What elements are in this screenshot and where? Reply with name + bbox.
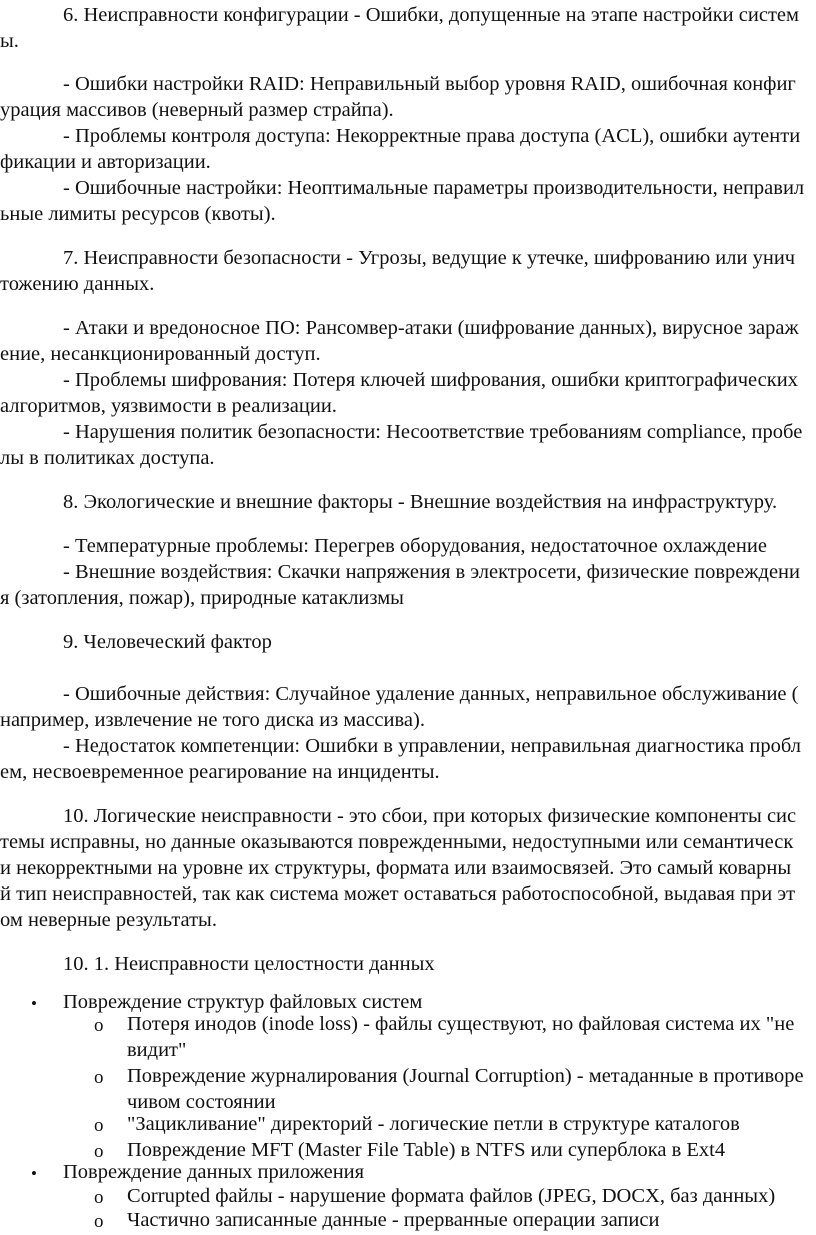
section-7-heading-cont: тожению данных. — [0, 273, 155, 295]
competence-cont: ем, несвоевременное реагирование на инциденты. — [0, 761, 440, 783]
raid-errors-cont: урация массивов (неверный размер страйпа). — [0, 99, 394, 121]
section-6-heading-cont: ы. — [0, 30, 19, 52]
settings-errors-cont: ьные лимиты ресурсов (квоты). — [0, 203, 276, 225]
external-line: - Внешние воздействия: Скачки напряжения в электросети, физические повреждени — [63, 561, 800, 583]
attacks-cont: ение, несанкционированный доступ. — [0, 343, 321, 365]
sub-bullet-item: "Зацикливание" директорий - логические петли в структуре каталогов — [127, 1113, 740, 1135]
bullet-item: Повреждение структур файловых систем — [63, 991, 423, 1013]
section-10-paragraph-cont: и некорректными на уровне их структуры, формата или взаимосвязей. Это самый коварны — [0, 857, 792, 879]
sub-bullet-item-cont: видит" — [127, 1039, 187, 1061]
sub-bullet-item: Corrupted файлы - нарушение формата файлов (JPEG, DOCX, баз данных) — [127, 1185, 776, 1207]
policy-line: - Нарушения политик безопасности: Несоответствие требованиям compliance, пробе — [63, 421, 803, 443]
encryption-cont: алгоритмов, уязвимости в реализации. — [0, 395, 337, 417]
section-10-paragraph: 10. Логические неисправности - это сбои, при которых физические компоненты сис — [63, 805, 797, 827]
section-10-paragraph-cont: ом неверные результаты. — [0, 909, 217, 931]
sub-bullet-marker: o — [94, 1211, 104, 1232]
section-9-heading: 9. Человеческий фактор — [63, 631, 272, 653]
section-6-heading: 6. Неисправности конфигурации - Ошибки, допущенные на этапе настройки систем — [63, 4, 799, 26]
bullet-marker: • — [31, 1164, 37, 1183]
policy-cont: лы в политиках доступа. — [0, 447, 215, 469]
sub-bullet-item: Повреждение журналирования (Journal Corruption) - метаданные в противоре — [127, 1065, 804, 1087]
sub-bullet-marker: o — [94, 1187, 104, 1208]
sub-bullet-item: Повреждение MFT (Master File Table) в NTFS или суперблока в Ext4 — [127, 1139, 726, 1161]
section-10-1-heading: 10. 1. Неисправности целостности данных — [63, 953, 435, 975]
competence-line: - Недостаток компетенции: Ошибки в управлении, неправильная диагностика пробл — [63, 735, 801, 757]
section-8-heading: 8. Экологические и внешние факторы - Внешние воздействия на инфраструктуру. — [63, 491, 778, 513]
sub-bullet-item: Потеря инодов (inode loss) - файлы существуют, но файловая система их "не — [127, 1013, 795, 1035]
sub-bullet-item: Частично записанные данные - прерванные операции записи — [127, 1209, 660, 1231]
section-10-paragraph-cont: темы исправны, но данные оказываются поврежденными, недоступными или семантическ — [0, 831, 794, 853]
sub-bullet-item-cont: чивом состоянии — [127, 1091, 276, 1113]
external-cont: я (затопления, пожар), природные катаклизмы — [0, 587, 404, 609]
bullet-marker: • — [31, 994, 37, 1013]
temperature-line: - Температурные проблемы: Перегрев оборудования, недостаточное охлаждение — [63, 535, 767, 557]
sub-bullet-marker: o — [94, 1115, 104, 1136]
attacks-line: - Атаки и вредоносное ПО: Рансомвер-атаки (шифрование данных), вирусное зараж — [63, 317, 799, 339]
wrong-actions-cont: например, извлечение не того диска из массива). — [0, 709, 425, 731]
sub-bullet-marker: o — [94, 1015, 104, 1036]
bullet-item: Повреждение данных приложения — [63, 1161, 365, 1183]
sub-bullet-marker: o — [94, 1067, 104, 1088]
wrong-actions-line: - Ошибочные действия: Случайное удаление данных, неправильное обслуживание ( — [63, 683, 799, 705]
access-control-line: - Проблемы контроля доступа: Некорректные права доступа (ACL), ошибки аутенти — [63, 125, 801, 147]
section-10-paragraph-cont: й тип неисправностей, так как система может оставаться работоспособной, выдавая при эт — [0, 883, 796, 905]
settings-errors-line: - Ошибочные настройки: Неоптимальные параметры производительности, неправил — [63, 177, 805, 199]
sub-bullet-marker: o — [94, 1141, 104, 1162]
encryption-line: - Проблемы шифрования: Потеря ключей шифрования, ошибки криптографических — [63, 369, 798, 391]
raid-errors-line: - Ошибки настройки RAID: Неправильный выбор уровня RAID, ошибочная конфиг — [63, 73, 796, 95]
section-7-heading: 7. Неисправности безопасности - Угрозы, ведущие к утечке, шифрованию или унич — [63, 247, 796, 269]
access-control-cont: фикации и авторизации. — [0, 151, 211, 173]
